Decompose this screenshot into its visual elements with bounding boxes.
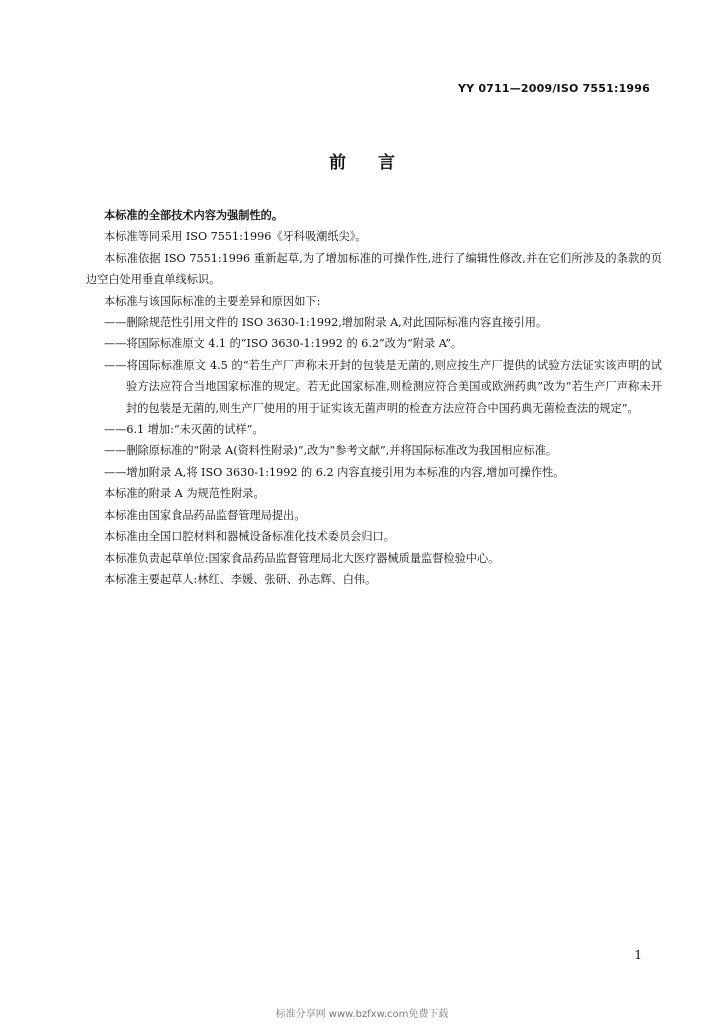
paragraph-differences-intro: 本标准与该国际标准的主要差异和原因如下: (104, 294, 321, 308)
difference-item-3: ——将国际标准原文 4.5 的“若生产厂声称未开封的包装是无菌的,则应按生产厂提供的试验方法证实该声明的试验方法应符合当地国家标准的规定。若无此国家标准,则检测应符合美国或欧洲药典”改为“若生产厂声称未开封的包装是无菌的,则生产厂使用的用于证实该无菌声明的检查方法应符合中国药典无菌检查法的规定”。 (104, 358, 662, 415)
footer-watermark: 标准分享网 www.bzfxw.com免费下载 (275, 1009, 449, 1020)
paragraph-drafting-basis: 本标准依据 ISO 7551:1996 重新起草,为了增加标准的可操作性,进行了编辑性修改,并在它们所涉及的条款的页边空白处用垂直单线标识。 (86, 251, 662, 287)
title-part-2: 言 (378, 153, 395, 173)
standard-code: YY 0711—2009/ISO 7551:1996 (457, 82, 650, 95)
page-number: 1 (634, 948, 642, 962)
paragraph-adoption: 本标准等同采用 ISO 7551:1996《牙科吸潮纸尖》。 (104, 230, 367, 244)
difference-item-2: ——将国际标准原文 4.1 的“ISO 3630-1:1992 的 6.2”改为“附录 A”。 (104, 337, 463, 351)
paragraph-drafting-unit: 本标准负责起草单位:国家食品药品监督管理局北大医疗器械质量监督检验中心。 (104, 551, 500, 565)
paragraph-centralized: 本标准由全国口腔材料和器械设备标准化技术委员会归口。 (104, 530, 395, 544)
foreword-body (86, 205, 662, 590)
page-title (0, 148, 724, 173)
paragraph-drafters: 本标准主要起草人:林红、李媛、张研、孙志辉、白伟。 (104, 572, 377, 586)
difference-item-5: ——删除原标准的“附录 A(资料性附录)”,改为“参考文献”,并将国际标准改为我国相应标准。 (104, 444, 558, 458)
paragraph-annex: 本标准的附录 A 为规范性附录。 (104, 487, 265, 501)
difference-item-1: ——删除规范性引用文件的 ISO 3630-1:1992,增加附录 A,对此国际标准内容直接引用。 (104, 316, 548, 330)
paragraph-mandatory: 本标准的全部技术内容为强制性的。 (104, 209, 284, 222)
difference-item-6: ——增加附录 A,将 ISO 3630-1:1992 的 6.2 内容直接引用为本标准的内容,增加可操作性。 (104, 465, 565, 479)
paragraph-proposer: 本标准由国家食品药品监督管理局提出。 (104, 508, 306, 522)
title-part-1: 前 (329, 153, 346, 173)
difference-item-4: ——6.1 增加:“未灭菌的试样”。 (104, 423, 264, 437)
